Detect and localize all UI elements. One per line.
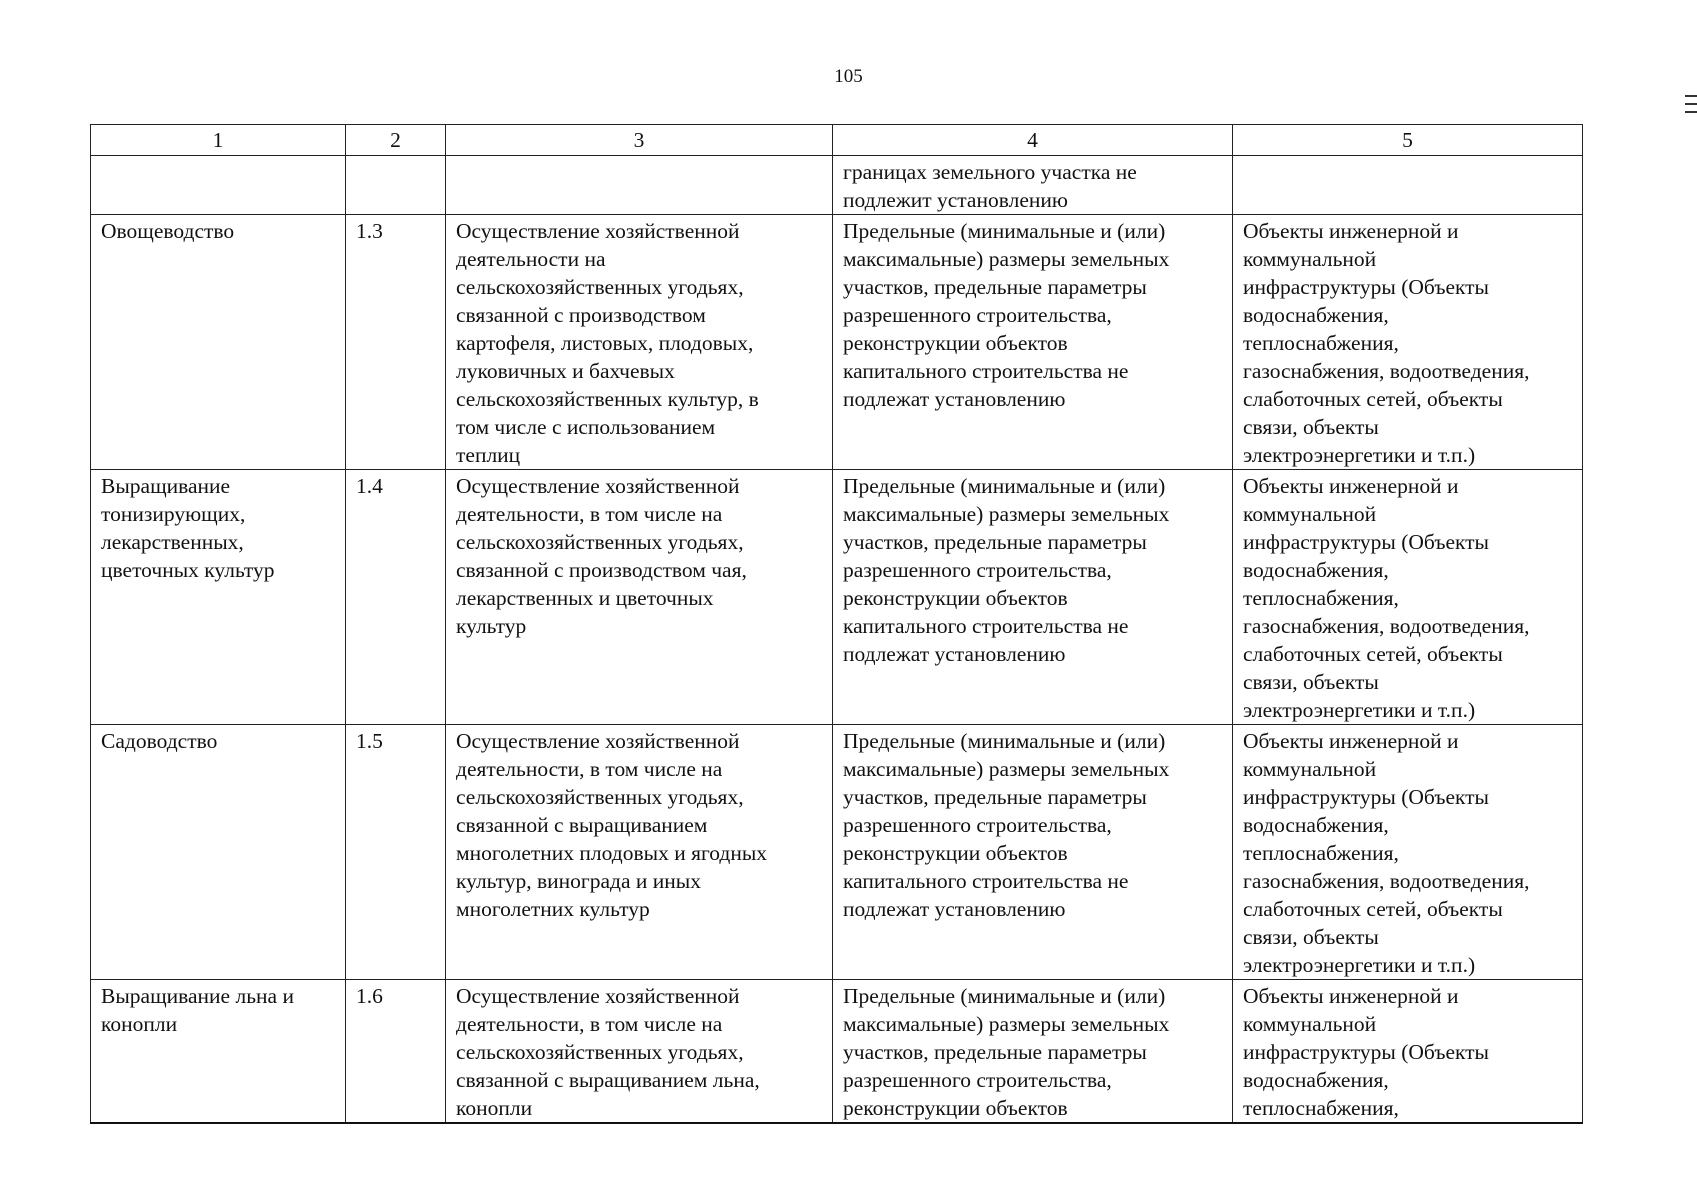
column-number-1: 1 [91,125,346,156]
land-use-description: Осуществление хозяйственной деятельности, в том числе на сельскохозяйственных угодьях, связанной с производством чая, лекарственных и цветочных культур [446,470,833,725]
edge-mark [1685,103,1697,105]
edge-mark [1685,95,1697,97]
land-use-name: Выращивание льна и конопли [91,980,346,1124]
land-use-name: Овощеводство [91,215,346,470]
column-number-2: 2 [346,125,446,156]
land-use-code: 1.5 [346,725,446,980]
continuation-cell-1 [91,156,346,215]
column-number-row [91,125,1583,156]
column-number-3: 3 [446,125,833,156]
land-use-description: Осуществление хозяйственной деятельности, в том числе на сельскохозяйственных угодьях, связанной с выращиванием многолетних плодовых и ягодных культур, винограда и иных многолетних культур [446,725,833,980]
land-use-auxiliary: Объекты инженерной и коммунальной инфраструктуры (Объекты водоснабжения, теплоснабжения, [1233,980,1583,1124]
column-number-4: 4 [833,125,1233,156]
land-use-code: 1.4 [346,470,446,725]
land-use-code: 1.3 [346,215,446,470]
land-use-description: Осуществление хозяйственной деятельности, в том числе на сельскохозяйственных угодьях, связанной с выращиванием льна, конопли [446,980,833,1124]
table-row [91,725,1583,980]
edge-mark [1685,111,1697,113]
page-edge-marks [1685,95,1697,119]
land-use-auxiliary: Объекты инженерной и коммунальной инфраструктуры (Объекты водоснабжения, теплоснабжения, газоснабжения, водоотведения, слаботочных сетей, объекты связи, объекты электроэнергетики и т.п.) [1233,725,1583,980]
continuation-cell-3 [446,156,833,215]
land-use-code: 1.6 [346,980,446,1124]
land-use-auxiliary: Объекты инженерной и коммунальной инфраструктуры (Объекты водоснабжения, теплоснабжения, газоснабжения, водоотведения, слаботочных сетей, объекты связи, объекты электроэнергетики и т.п.) [1233,470,1583,725]
land-use-table [90,124,1583,1124]
land-use-parameters: Предельные (минимальные и (или) максимальные) размеры земельных участков, предельные параметры разрешенного строительства, реконструкции объектов капитального строительства не подлежат установлению [833,725,1233,980]
continuation-row [91,156,1583,215]
column-number-5: 5 [1233,125,1583,156]
land-use-description: Осуществление хозяйственной деятельности на сельскохозяйственных угодьях, связанной с производством картофеля, листовых, плодовых, луковичных и бахчевых сельскохозяйственных культур, в том числе с использованием теплиц [446,215,833,470]
land-use-parameters: Предельные (минимальные и (или) максимальные) размеры земельных участков, предельные параметры разрешенного строительства, реконструкции объектов капитального строительства не подлежат установлению [833,470,1233,725]
continuation-cell-5 [1233,156,1583,215]
land-use-name: Садоводство [91,725,346,980]
table-row [91,980,1583,1124]
land-use-parameters: Предельные (минимальные и (или) максимальные) размеры земельных участков, предельные параметры разрешенного строительства, реконструкции объектов [833,980,1233,1124]
land-use-parameters: Предельные (минимальные и (или) максимальные) размеры земельных участков, предельные параметры разрешенного строительства, реконструкции объектов капитального строительства не подлежат установлению [833,215,1233,470]
land-use-name: Выращивание тонизирующих, лекарственных, цветочных культур [91,470,346,725]
continuation-cell-4: границах земельного участка не подлежит установлению [833,156,1233,215]
table-row [91,470,1583,725]
continuation-cell-2 [346,156,446,215]
land-use-auxiliary: Объекты инженерной и коммунальной инфраструктуры (Объекты водоснабжения, теплоснабжения, газоснабжения, водоотведения, слаботочных сетей, объекты связи, объекты электроэнергетики и т.п.) [1233,215,1583,470]
page-number: 105 [834,66,863,87]
table-row [91,215,1583,470]
